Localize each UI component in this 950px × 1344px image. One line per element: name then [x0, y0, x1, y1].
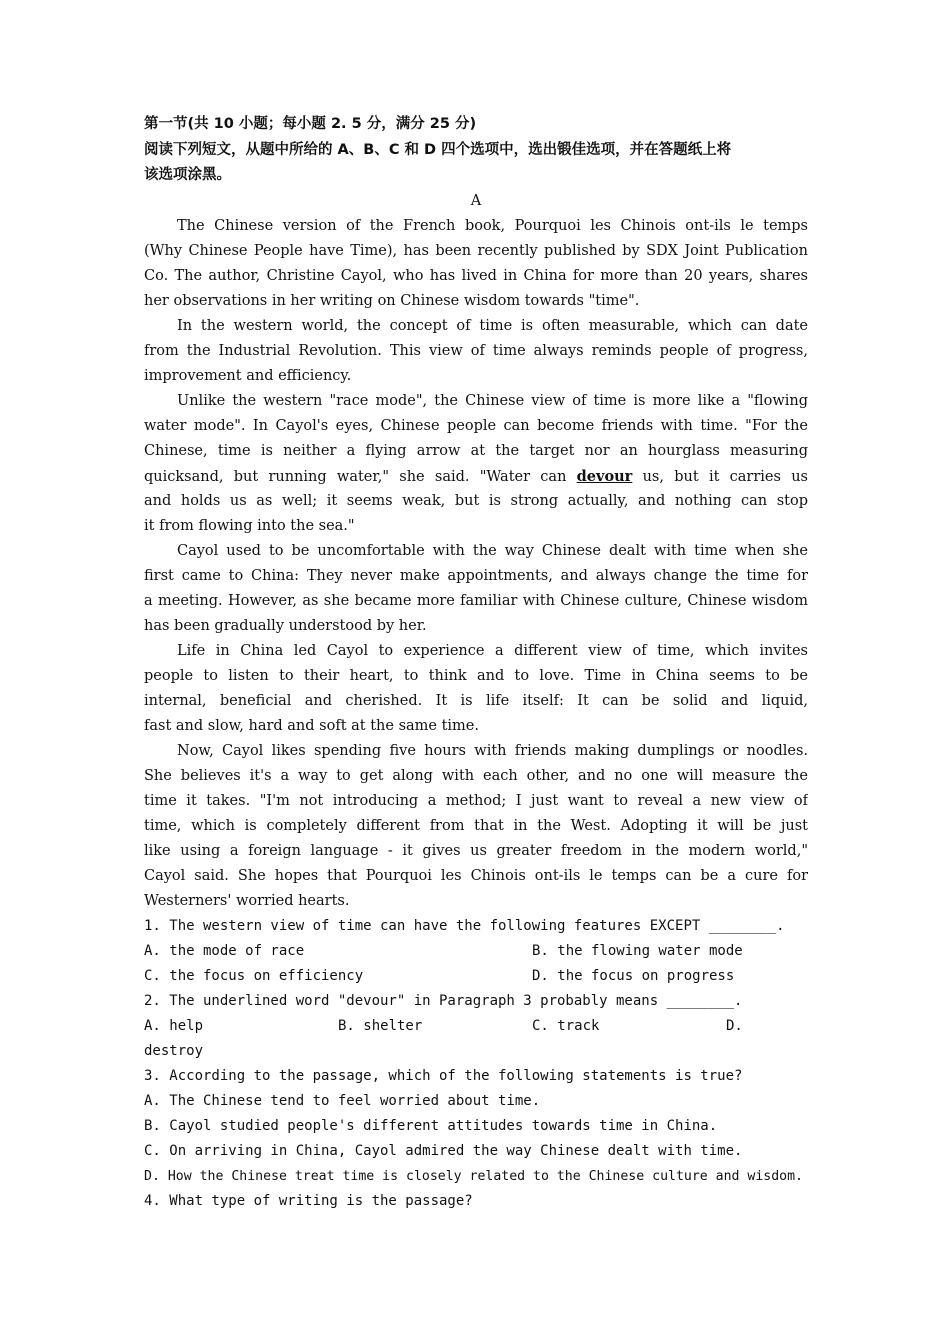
passage-line: and holds us as well; it seems weak, but is strong actually, and nothing can stop: [144, 492, 808, 509]
passage-line: water mode". In Cayol's eyes, Chinese people can become friends with time. "For the: [144, 417, 808, 434]
option-a: A. the mode of race: [144, 942, 305, 959]
question-1-stem: 1. The western view of time can have the following features EXCEPT ________.: [144, 917, 785, 934]
passage-line: Westerners' worried hearts.: [144, 892, 350, 909]
passage-line: people to listen to their heart, to think and to love. Time in China seems to be: [144, 667, 808, 684]
question-4-stem: 4. What type of writing is the passage?: [144, 1192, 473, 1209]
option-c: C. track: [532, 1017, 600, 1034]
passage-line: Cayol said. She hopes that Pourquoi les Chinois ont-ils le temps can be a cure for: [144, 867, 808, 884]
passage-line: Now, Cayol likes spending five hours with friends making dumplings or noodles.: [177, 742, 808, 759]
passage-line: In the western world, the concept of time is often measurable, which can date: [177, 317, 808, 334]
option-c: C. On arriving in China, Cayol admired the way Chinese dealt with time.: [144, 1142, 743, 1159]
section-heading: 第一节(共 10 小题；每小题 2. 5 分，满分 25 分): [144, 116, 477, 132]
question-1-options-row: [144, 964, 808, 989]
passage-line: fast and slow, hard and soft at the same time.: [144, 717, 480, 734]
passage-line: Unlike the western "race mode", the Chinese view of time is more like a "flowing: [177, 392, 808, 409]
option-d-continued: destroy: [144, 1042, 204, 1059]
passage-line: has been gradually understood by her.: [144, 617, 427, 634]
passage-line: The Chinese version of the French book, Pourquoi les Chinois ont-ils le temps: [177, 217, 808, 234]
option-b: B. the flowing water mode: [532, 942, 743, 959]
option-d: D.: [726, 1017, 743, 1034]
passage-line: (Why Chinese People have Time), has been recently published by SDX Joint Publication: [144, 242, 808, 259]
document-page: [144, 112, 808, 1214]
passage-line: Co. The author, Christine Cayol, who has lived in China for more than 20 years, shares: [144, 267, 808, 284]
question-3-stem: 3. According to the passage, which of the following statements is true?: [144, 1067, 743, 1084]
passage-line: Cayol used to be uncomfortable with the way Chinese dealt with time when she: [177, 542, 808, 559]
option-a: A. help: [144, 1017, 204, 1034]
passage-line: time it takes. "I'm not introducing a method; I just want to reveal a new view of: [144, 792, 808, 809]
instructions-line-2: 该选项涂黑。: [144, 167, 231, 183]
option-d: D. How the Chinese treat time is closely related to the Chinese culture and wisdom.: [144, 1168, 803, 1184]
passage-text: quicksand, but running water," she said. "Water can: [144, 468, 577, 485]
passage-line: She believes it's a way to get along with each other, and no one will measure the: [144, 767, 808, 784]
passage-line: from the Industrial Revolution. This view of time always reminds people of progress,: [144, 342, 808, 359]
question-2-stem: 2. The underlined word "devour" in Paragraph 3 probably means ________.: [144, 992, 743, 1009]
question-2-options-row: [144, 1014, 808, 1039]
passage-line: first came to China: They never make appointments, and always change the time for: [144, 567, 808, 584]
instructions-line-1: 阅读下列短文，从题中所给的 A、B、C 和 D 四个选项中，选出锻佳选项，并在答题纸上将: [144, 141, 732, 158]
option-b: B. Cayol studied people's different attitudes towards time in China.: [144, 1117, 718, 1134]
passage-line: time, which is completely different from that in the West. Adopting it will be just: [144, 817, 808, 834]
underlined-word-devour: devour: [576, 467, 633, 485]
option-c: C. the focus on efficiency: [144, 967, 364, 984]
passage-line: Chinese, time is neither a flying arrow at the target nor an hourglass measuring: [144, 442, 808, 459]
passage-line: her observations in her writing on Chinese wisdom towards "time".: [144, 292, 640, 309]
option-a: A. The Chinese tend to feel worried about time.: [144, 1092, 541, 1109]
passage-line: improvement and efficiency.: [144, 367, 352, 384]
option-b: B. shelter: [338, 1017, 423, 1034]
passage-line: Life in China led Cayol to experience a different view of time, which invites: [177, 642, 808, 659]
passage-line: a meeting. However, as she became more familiar with Chinese culture, Chinese wisdom: [144, 592, 808, 609]
passage-text: us, but it carries us: [632, 468, 808, 485]
passage-line: like using a foreign language - it gives us greater freedom in the modern world,": [144, 842, 808, 859]
passage-line: internal, beneficial and cherished. It is life itself: It can be solid and liquid,: [144, 692, 808, 709]
passage-line: it from flowing into the sea.": [144, 517, 355, 534]
passage-line: [144, 464, 808, 489]
question-1-options-row: [144, 939, 808, 964]
passage-label: A: [470, 192, 482, 209]
option-d: D. the focus on progress: [532, 967, 735, 984]
